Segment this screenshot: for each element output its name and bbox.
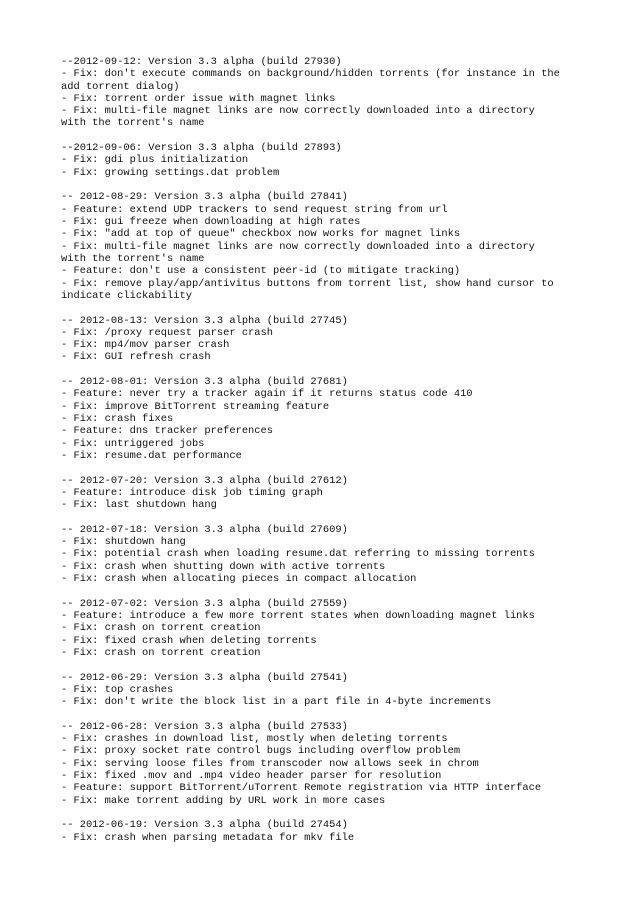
changelog-entry (61, 142, 621, 179)
version-header: --2012-09-12: Version 3.3 alpha (build 27930) (61, 56, 342, 68)
changelog-line: - Feature: never try a tracker again if it returns status code 410 (61, 388, 473, 401)
changelog-line: - Fix: growing settings.dat problem (61, 166, 280, 179)
version-header: -- 2012-07-20: Version 3.3 alpha (build 27612) (61, 474, 348, 487)
changelog-entry (61, 56, 621, 130)
changelog-line: - Fix: crash on torrent creation (61, 622, 261, 635)
changelog-line: - Fix: remove play/app/antivitus buttons from torrent list, show hand cursor to (61, 277, 554, 290)
changelog-line: - Fix: fixed .mov and .mp4 video header parser for resolution (61, 770, 442, 783)
changelog-line: - Fix: proxy socket rate control bugs including overflow problem (61, 745, 461, 758)
changelog-line: - Fix: gdi plus initialization (61, 154, 249, 167)
changelog-document (61, 56, 621, 856)
changelog-line: - Fix: shutdown hang (61, 536, 186, 549)
changelog-line: - Fix: make torrent adding by URL work in more cases (61, 794, 386, 807)
version-header: -- 2012-06-19: Version 3.3 alpha (build 27454) (61, 819, 348, 832)
changelog-entry (61, 191, 621, 302)
version-header: -- 2012-07-18: Version 3.3 alpha (build 27609) (61, 523, 348, 536)
changelog-line: - Fix: crashes in download list, mostly when deleting torrents (61, 733, 448, 746)
changelog-line: - Fix: resume.dat performance (61, 449, 242, 462)
changelog-line: - Fix: last shutdown hang (61, 499, 217, 512)
changelog-entry (61, 819, 621, 844)
changelog-line: - Fix: multi-file magnet links are now correctly downloaded into a directory (61, 240, 535, 253)
changelog-line: - Feature: extend UDP trackers to send request string from url (61, 203, 448, 216)
changelog-line: - Fix: crash fixes (61, 412, 174, 425)
changelog-line: - Fix: crash when shutting down with active torrents (61, 560, 386, 573)
changelog-entry (61, 672, 621, 709)
changelog-entry (61, 721, 621, 807)
changelog-line: - Fix: /proxy request parser crash (61, 326, 274, 339)
changelog-line: - Fix: serving loose files from transcoder now allows seek in chrom (61, 757, 479, 770)
changelog-line: - Feature: dns tracker preferences (61, 425, 274, 438)
changelog-line: - Fix: untriggered jobs (61, 437, 205, 450)
version-header: -- 2012-08-13: Version 3.3 alpha (build 27745) (61, 314, 348, 327)
changelog-line: - Fix: crash on torrent creation (61, 646, 261, 659)
version-header: -- 2012-07-02: Version 3.3 alpha (build 27559) (61, 597, 348, 610)
changelog-entry (61, 376, 621, 462)
changelog-line: - Fix: multi-file magnet links are now correctly downloaded into a directory (61, 105, 535, 118)
changelog-line: add torrent dialog) (61, 80, 180, 93)
changelog-line: - Fix: don't write the block list in a part file in 4-byte increments (61, 696, 492, 709)
changelog-entry (61, 475, 621, 512)
changelog-line: with the torrent's name (61, 252, 205, 265)
changelog-line: - Feature: support BitTorrent/uTorrent Remote registration via HTTP interface (61, 782, 542, 795)
changelog-line: - Fix: don't execute commands on background/hidden torrents (for instance in the (61, 68, 560, 81)
changelog-line: - Fix: crash when allocating pieces in compact allocation (61, 573, 417, 586)
version-header: -- 2012-08-29: Version 3.3 alpha (build 27841) (61, 191, 348, 204)
changelog-line: - Fix: gui freeze when downloading at high rates (61, 216, 361, 229)
changelog-line: - Fix: torrent order issue with magnet links (61, 92, 336, 105)
changelog-line: - Fix: improve BitTorrent streaming feature (61, 400, 330, 413)
changelog-entry (61, 598, 621, 659)
changelog-line: - Fix: "add at top of queue" checkbox now works for magnet links (61, 228, 461, 241)
changelog-line: - Fix: top crashes (61, 683, 174, 696)
changelog-line: with the torrent's name (61, 117, 205, 130)
changelog-line: - Fix: crash when parsing metadata for mkv file (61, 831, 355, 844)
version-header: -- 2012-08-01: Version 3.3 alpha (build 27681) (61, 376, 348, 389)
changelog-line: - Feature: don't use a consistent peer-id (to mitigate tracking) (61, 265, 461, 278)
changelog-entry (61, 315, 621, 364)
changelog-line: - Feature: introduce disk job timing graph (61, 486, 323, 499)
changelog-line: - Feature: introduce a few more torrent states when downloading magnet links (61, 610, 535, 623)
changelog-line: - Fix: GUI refresh crash (61, 351, 211, 364)
changelog-line: indicate clickability (61, 289, 192, 302)
version-header: --2012-09-06: Version 3.3 alpha (build 27893) (61, 142, 342, 155)
version-header: -- 2012-06-28: Version 3.3 alpha (build 27533) (61, 720, 348, 733)
changelog-line: - Fix: mp4/mov parser crash (61, 339, 230, 352)
changelog-line: - Fix: fixed crash when deleting torrents (61, 634, 317, 647)
version-header: -- 2012-06-29: Version 3.3 alpha (build 27541) (61, 671, 348, 684)
changelog-line: - Fix: potential crash when loading resume.dat referring to missing torrents (61, 548, 535, 561)
changelog-entry (61, 524, 621, 585)
